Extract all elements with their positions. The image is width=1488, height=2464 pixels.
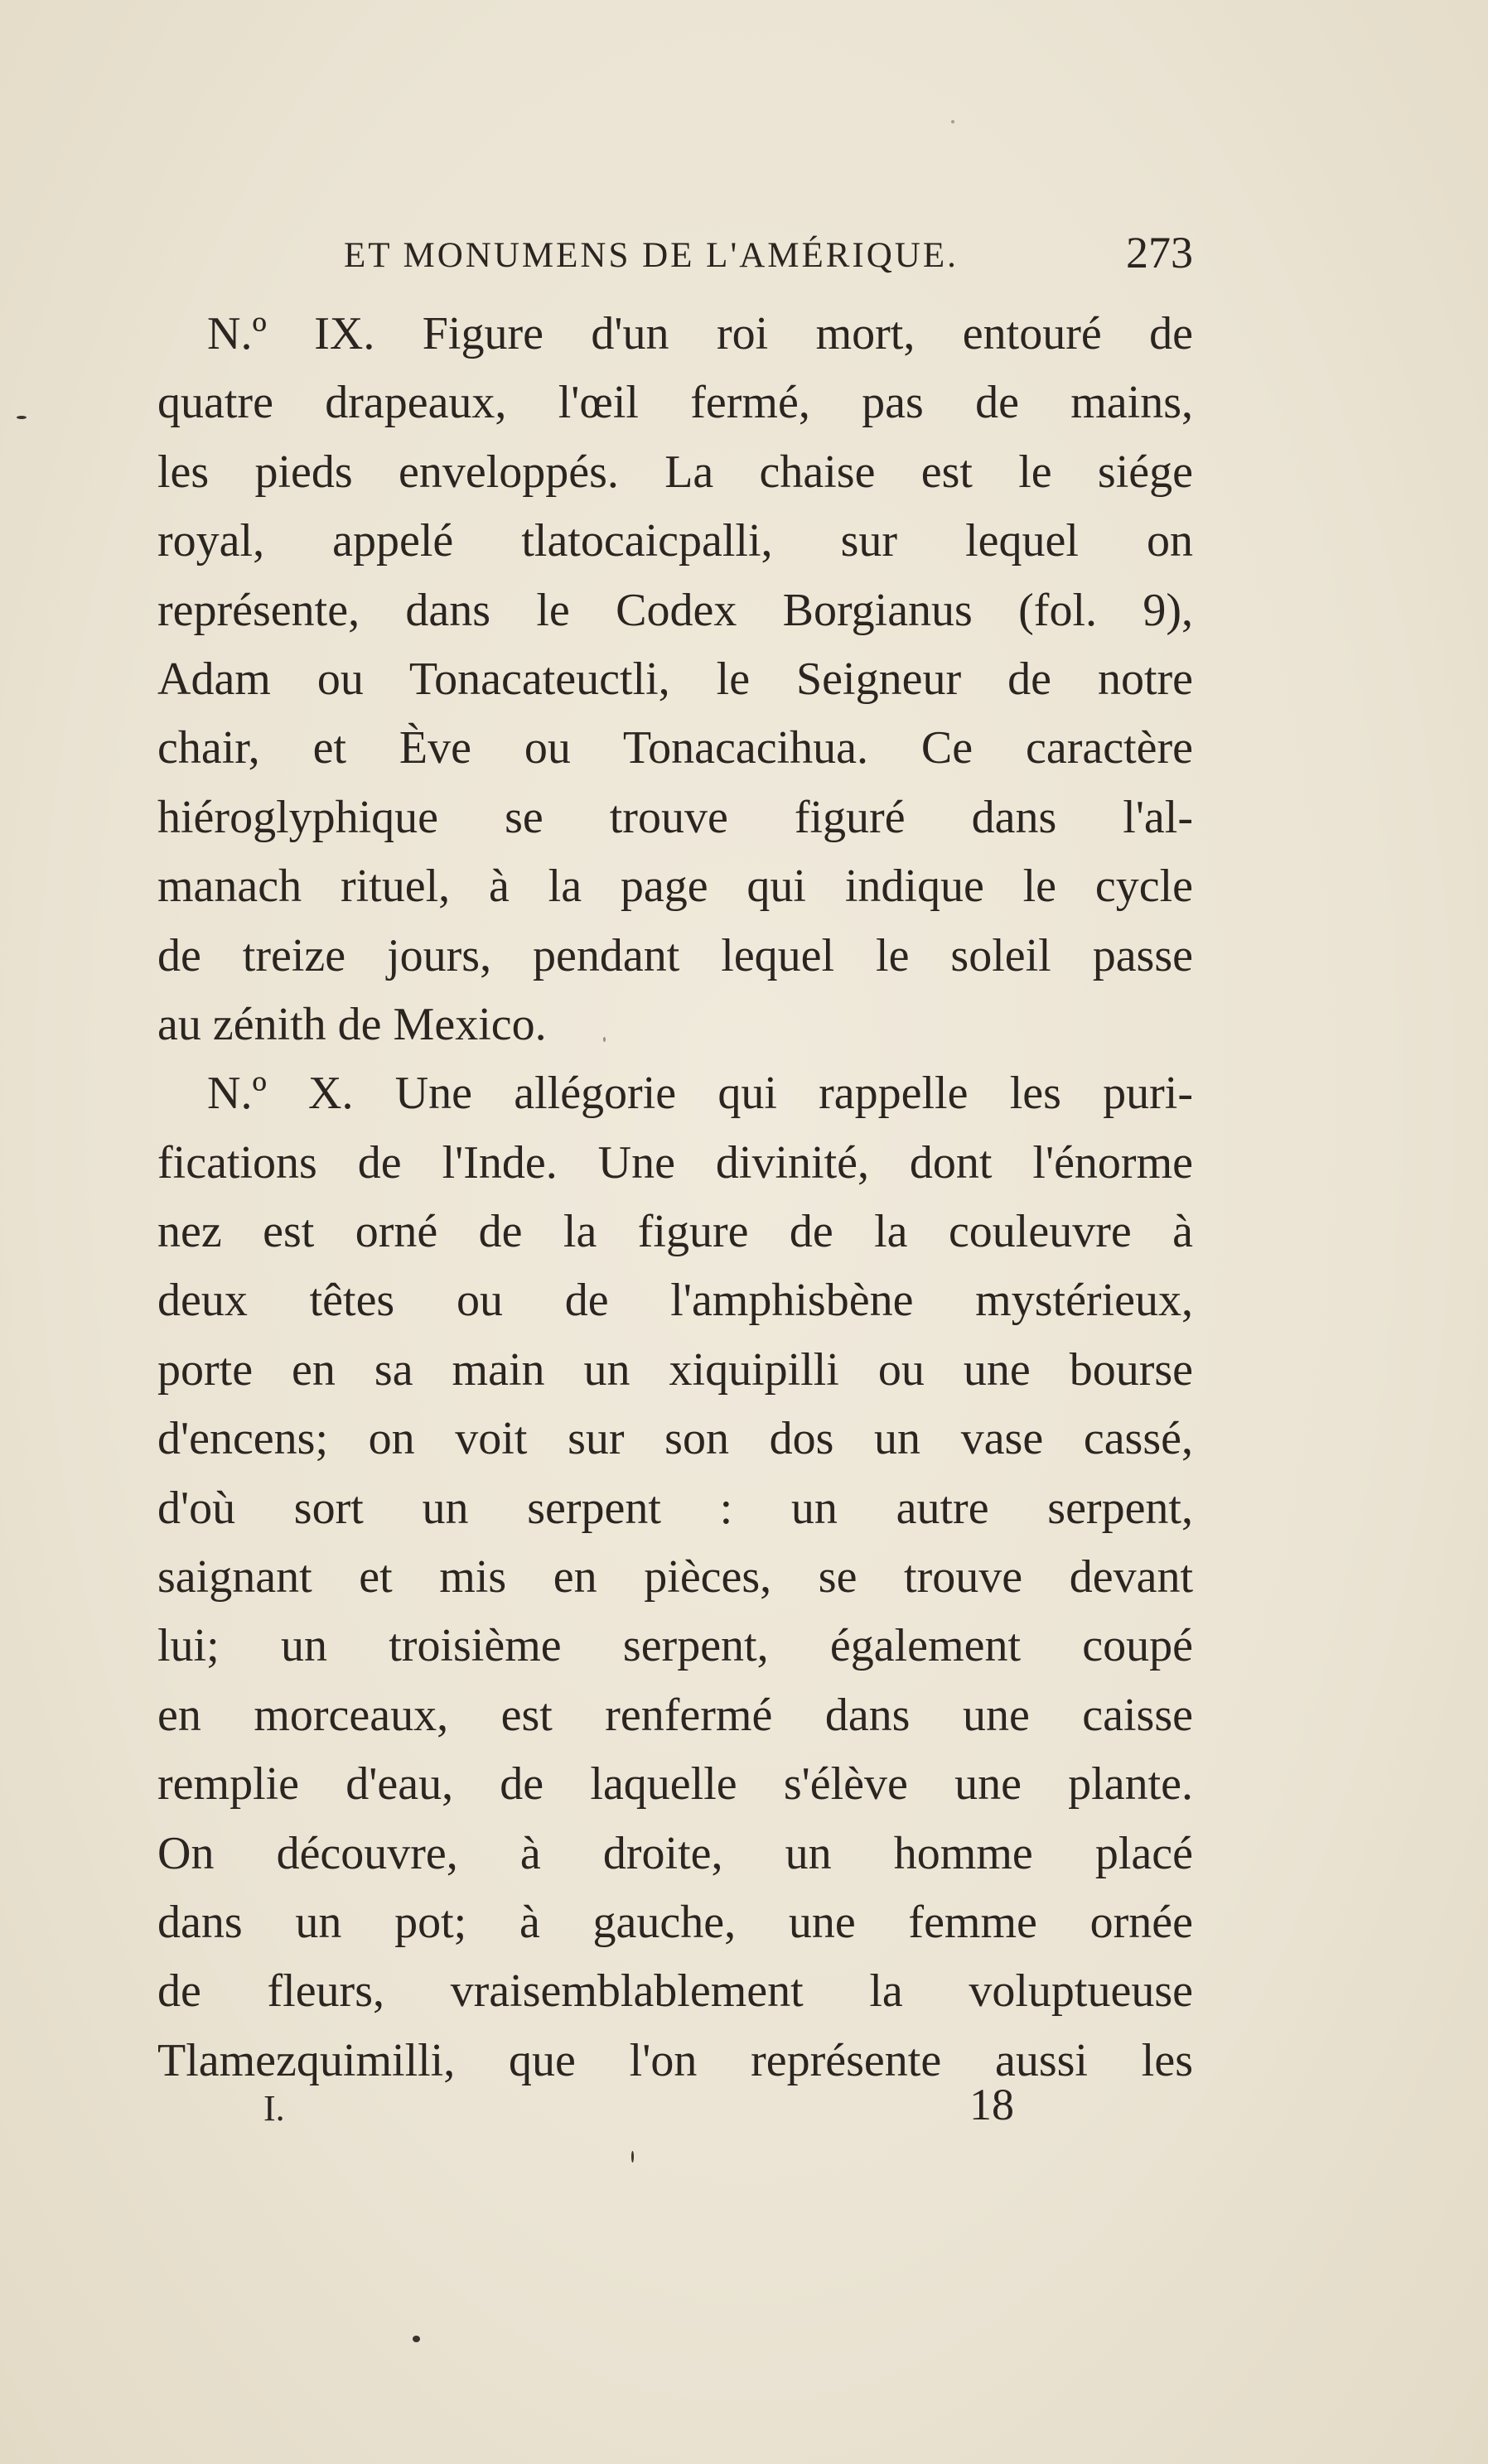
text-line: royal, appelé tlatocaicpalli, sur lequel on <box>157 515 1193 567</box>
paper-speck <box>603 1037 606 1042</box>
text-line: deux têtes ou de l'amphisbène mystérieux, <box>157 1275 1193 1327</box>
text-line: On découvre, à droite, un homme placé <box>157 1827 1193 1879</box>
signature-mark: I. <box>263 2088 285 2129</box>
text-line: quatre drapeaux, l'œil fermé, pas de mains, <box>157 377 1193 429</box>
running-head <box>157 224 1193 290</box>
text-line: N.º X. Une allégorie qui rappelle les puri- <box>207 1068 1193 1120</box>
text-line: de fleurs, vraisemblablement la voluptueuse <box>157 1965 1193 2018</box>
text-line: N.º IX. Figure d'un roi mort, entouré de <box>207 308 1193 359</box>
text-line: au zénith de Mexico. <box>157 998 547 1050</box>
text-line: d'encens; on voit sur son dos un vase cassé, <box>157 1413 1193 1465</box>
text-line: porte en sa main un xiquipilli ou une bourse <box>157 1343 1193 1396</box>
text-line: de treize jours, pendant lequel le soleil passe <box>157 929 1193 981</box>
text-line: d'où sort un serpent : un autre serpent, <box>157 1482 1193 1534</box>
text-line: en morceaux, est renfermé dans une caisse <box>157 1689 1193 1741</box>
text-line: nez est orné de la figure de la couleuvre à <box>157 1206 1193 1258</box>
paper-speck <box>413 2336 420 2342</box>
page-number: 273 <box>1126 228 1193 277</box>
paper-speck <box>17 416 27 419</box>
gathering-number: 18 <box>969 2080 1014 2129</box>
paper-speck <box>631 2151 634 2163</box>
text-line: Tlamezquimilli, que l'on représente aussi les <box>157 2034 1193 2086</box>
text-line: remplie d'eau, de laquelle s'élève une plante. <box>157 1758 1193 1811</box>
text-line: fications de l'Inde. Une divinité, dont l'énorme <box>157 1136 1193 1189</box>
text-line: manach rituel, à la page qui indique le cycle <box>157 861 1193 913</box>
body-text <box>157 300 1193 2095</box>
running-title: ET MONUMENS DE L'AMÉRIQUE. <box>344 236 959 275</box>
text-line: hiéroglyphique se trouve figuré dans l'al- <box>157 791 1193 843</box>
text-line: chair, et Ève ou Tonacacihua. Ce caractère <box>157 722 1193 774</box>
text-line: dans un pot; à gauche, une femme ornée <box>157 1896 1193 1948</box>
paper-speck <box>951 120 954 123</box>
text-line: les pieds enveloppés. La chaise est le siége <box>157 446 1193 498</box>
text-line: Adam ou Tonacateuctli, le Seigneur de notre <box>157 653 1193 705</box>
text-line: saignant et mis en pièces, se trouve devant <box>157 1551 1193 1603</box>
page-footer <box>157 2079 1193 2137</box>
text-line: représente, dans le Codex Borgianus (fol. 9), <box>157 584 1193 636</box>
text-line: lui; un troisième serpent, également coupé <box>157 1620 1193 1672</box>
